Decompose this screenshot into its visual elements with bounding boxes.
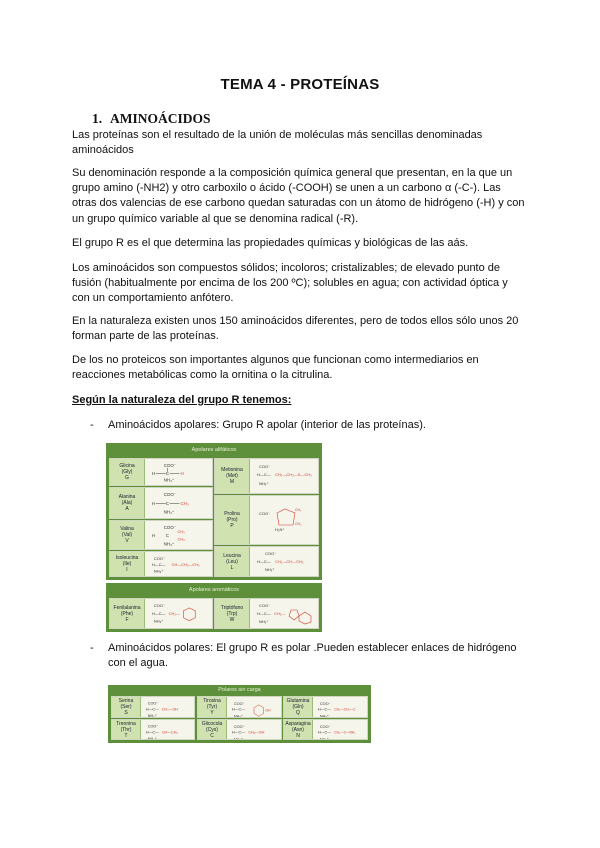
svg-text:COO⁻: COO⁻	[163, 524, 177, 530]
svg-text:H: H	[180, 470, 184, 476]
molecule-structure	[150, 555, 209, 575]
aa-label: Serina (Ser) S	[112, 697, 141, 717]
aa-cell-asparagina	[283, 719, 368, 740]
svg-text:H—C—: H—C—	[317, 707, 332, 712]
svg-text:H—C—: H—C—	[257, 559, 271, 564]
table-apolar-aliphatic	[106, 443, 322, 580]
svg-text:H—C—: H—C—	[231, 730, 246, 735]
svg-text:NH₃⁺: NH₃⁺	[233, 714, 243, 719]
svg-text:CH₂: CH₂	[295, 508, 302, 512]
molecule-structure	[255, 499, 315, 539]
aa-cell-valina	[109, 520, 213, 550]
aa-label: Leucina (Leu) L	[215, 547, 250, 576]
molecule-structure	[150, 524, 209, 548]
aa-label: Glicina (Gly) G	[110, 459, 145, 485]
aa-label: Treonina (Thr) T	[112, 720, 141, 739]
aa-cell-fenilalanina	[109, 598, 213, 629]
aa-cell-glicina	[109, 458, 213, 486]
aa-label: Tirosina (Tyr) Y	[198, 697, 227, 717]
table-header: Apolares alifáticos	[107, 444, 321, 456]
svg-text:CH₂—CH₂—C: CH₂—CH₂—C	[334, 707, 356, 712]
svg-text:NH₃⁺: NH₃⁺	[259, 619, 269, 624]
section-heading	[92, 111, 211, 127]
svg-text:CH₂—OH: CH₂—OH	[161, 707, 179, 712]
svg-text:NH₃⁺: NH₃⁺	[233, 737, 243, 742]
molecule-structure	[150, 491, 209, 517]
aa-label: Fenilalanina (Phe) F	[110, 599, 145, 628]
svg-text:NH₃⁺: NH₃⁺	[259, 481, 269, 486]
svg-text:COO⁻: COO⁻	[265, 551, 277, 556]
svg-text:CH—CH₂—CH₃: CH—CH₂—CH₃	[171, 561, 200, 567]
aa-cell-leucina	[214, 546, 319, 577]
table-polar	[108, 685, 371, 743]
svg-text:NH₃⁺: NH₃⁺	[153, 568, 164, 574]
aa-cell-tirosina	[197, 696, 282, 718]
svg-text:COO⁻: COO⁻	[259, 464, 271, 469]
svg-text:NH₃⁺: NH₃⁺	[153, 618, 164, 624]
svg-text:OH: OH	[265, 708, 271, 713]
svg-text:H—C—: H—C—	[257, 472, 271, 477]
svg-text:NH₃⁺: NH₃⁺	[147, 736, 157, 741]
svg-text:C: C	[165, 532, 169, 538]
svg-text:COO⁻: COO⁻	[153, 555, 165, 561]
svg-text:H—C—: H—C—	[257, 611, 271, 616]
svg-text:H—C—: H—C—	[151, 561, 166, 567]
paragraph-properties: Los aminoácidos son compuestos sólidos; incoloros; cristalizables; de elevado punto de fusión (habitualmente por encima de los 200 ºC); solubles en agua; con actividad óptica y con un comportamiento anfótero.	[72, 262, 508, 305]
svg-text:NH₃⁺: NH₃⁺	[147, 713, 157, 718]
molecule-structure	[144, 723, 191, 740]
svg-text:CH₂—C—NH₂: CH₂—C—NH₂	[334, 730, 356, 735]
svg-text:NH₃⁺: NH₃⁺	[163, 509, 175, 515]
paragraph-intro: Las proteínas son el resultado de la unión de moléculas más sencillas denominadas aminoácidos	[72, 129, 483, 157]
aa-label: Asparagina (Asn) N	[284, 720, 313, 739]
aa-cell-metionina	[214, 458, 319, 494]
svg-text:CH₃: CH₃	[177, 536, 185, 542]
svg-text:H—C—: H—C—	[145, 707, 159, 712]
molecule-structure	[255, 462, 315, 490]
svg-text:COO⁻: COO⁻	[233, 724, 245, 729]
svg-text:COO⁻: COO⁻	[147, 701, 159, 706]
svg-text:CH₃: CH₃	[177, 528, 185, 534]
table-header: Apolares aromáticos	[107, 584, 321, 596]
svg-text:CH₂—: CH₂—	[274, 611, 286, 616]
aa-cell-serina	[111, 696, 195, 718]
aa-label: Isoleucina (Ile) I	[110, 552, 145, 576]
svg-text:COO⁻: COO⁻	[259, 511, 271, 516]
svg-text:CH₂—CH—CH₃: CH₂—CH—CH₃	[275, 559, 304, 564]
svg-text:NH₃⁺: NH₃⁺	[163, 477, 175, 483]
section-number: 1.	[92, 111, 103, 126]
svg-text:CH₂—SH: CH₂—SH	[248, 730, 265, 735]
molecule-structure	[316, 723, 364, 740]
page-title: TEMA 4 - PROTEÍNAS	[220, 76, 380, 93]
aa-label: Valina (Val) V	[110, 521, 145, 549]
svg-text:CH₂—: CH₂—	[168, 610, 180, 616]
svg-text:COO⁻: COO⁻	[147, 724, 159, 729]
svg-text:COO⁻: COO⁻	[163, 491, 177, 497]
aa-cell-glutamina	[283, 696, 368, 718]
bullet-polar: Aminoácidos polares: El grupo R es polar .Pueden establecer enlaces de hidrógeno con el agua.	[108, 642, 517, 670]
svg-text:NH₃⁺: NH₃⁺	[265, 567, 275, 572]
section-title: AMINOÁCIDOS	[110, 111, 211, 126]
svg-text:H: H	[151, 470, 156, 476]
svg-text:H—C—: H—C—	[317, 730, 332, 735]
bullet-marker: -	[90, 419, 94, 431]
subheading: Según la naturaleza del grupo R tenemos:	[72, 394, 292, 406]
svg-text:H: H	[151, 532, 156, 538]
svg-text:NH₃⁺: NH₃⁺	[319, 737, 329, 742]
molecule-structure	[255, 550, 315, 574]
aa-label: Triptófano (Trp) W	[215, 599, 250, 628]
bullet-marker: -	[90, 642, 94, 654]
svg-text:COO⁻: COO⁻	[319, 701, 331, 706]
aa-cell-treonina	[111, 719, 195, 740]
molecule-structure	[150, 462, 209, 484]
paragraph-count: En la naturaleza existen unos 150 aminoácidos diferentes, pero de todos ellos sólo unos 20 forman parte de las proteínas.	[72, 315, 519, 343]
svg-text:H—C—: H—C—	[231, 707, 246, 712]
svg-text:C: C	[165, 500, 169, 506]
molecule-structure	[255, 602, 315, 626]
paragraph-r-group: El grupo R es el que determina las propiedades químicas y biológicas de las aás.	[72, 237, 469, 249]
svg-text:H: H	[151, 500, 156, 506]
aa-label: Glutamina (Gln) Q	[284, 697, 313, 717]
aa-label: Prolina (Pro) P	[215, 496, 250, 544]
svg-text:C: C	[165, 470, 169, 476]
table-header: Polares sin carga	[109, 686, 370, 695]
table-apolar-aromatic	[106, 583, 322, 632]
bullet-apolar: Aminoácidos apolares: Grupo R apolar (interior de las proteínas).	[108, 419, 426, 431]
molecule-structure	[144, 700, 191, 718]
molecule-structure	[230, 700, 278, 718]
aa-cell-isoleucina	[109, 551, 213, 577]
svg-text:CH₃: CH₃	[180, 500, 189, 506]
svg-text:COO⁻: COO⁻	[319, 724, 331, 729]
paragraph-non-proteic: De los no proteicos son importantes algunos que funcionan como intermediarios en reacciones metabólicas como la ornitina o la citrulina.	[72, 354, 479, 382]
aa-label: Glicocola (Cys) C	[198, 720, 227, 739]
svg-text:CH₂: CH₂	[295, 522, 302, 526]
svg-text:H—C—: H—C—	[151, 610, 166, 616]
svg-text:COO⁻: COO⁻	[153, 602, 165, 608]
paragraph-composition: Su denominación responde a la composición química general que presentan, en la que un grupo amino (-NH2) y otro carboxilo o ácido (-COOH) se unen a un carbono α (-C-). Las otras dos valencias de ese carbono quedan saturadas con un átomo de hidrógeno (-H) y con un grupo químico variable al que se denomina radical (-R).	[72, 167, 525, 225]
svg-text:COO⁻: COO⁻	[163, 462, 177, 468]
aa-cell-alanina	[109, 487, 213, 519]
svg-text:COO⁻: COO⁻	[259, 603, 271, 608]
aa-cell-triptofano	[214, 598, 319, 629]
aa-label: Alanina (Ala) A	[110, 488, 145, 518]
molecule-structure	[150, 602, 209, 626]
aa-label: Metionina (Met) M	[215, 459, 250, 493]
svg-text:CH—CH₃: CH—CH₃	[161, 730, 178, 735]
aa-cell-prolina	[214, 495, 319, 545]
svg-text:NH₃⁺: NH₃⁺	[163, 541, 175, 547]
molecule-structure	[230, 723, 278, 740]
svg-text:NH₃⁺: NH₃⁺	[319, 714, 329, 719]
svg-text:CH₂—CH₂—S—CH₃: CH₂—CH₂—S—CH₃	[275, 472, 312, 477]
svg-text:COO⁻: COO⁻	[233, 701, 245, 706]
aa-cell-cisteina	[197, 719, 282, 740]
molecule-structure	[316, 700, 364, 718]
svg-text:H₂N⁺: H₂N⁺	[275, 527, 285, 532]
svg-text:H—C—: H—C—	[145, 730, 159, 735]
